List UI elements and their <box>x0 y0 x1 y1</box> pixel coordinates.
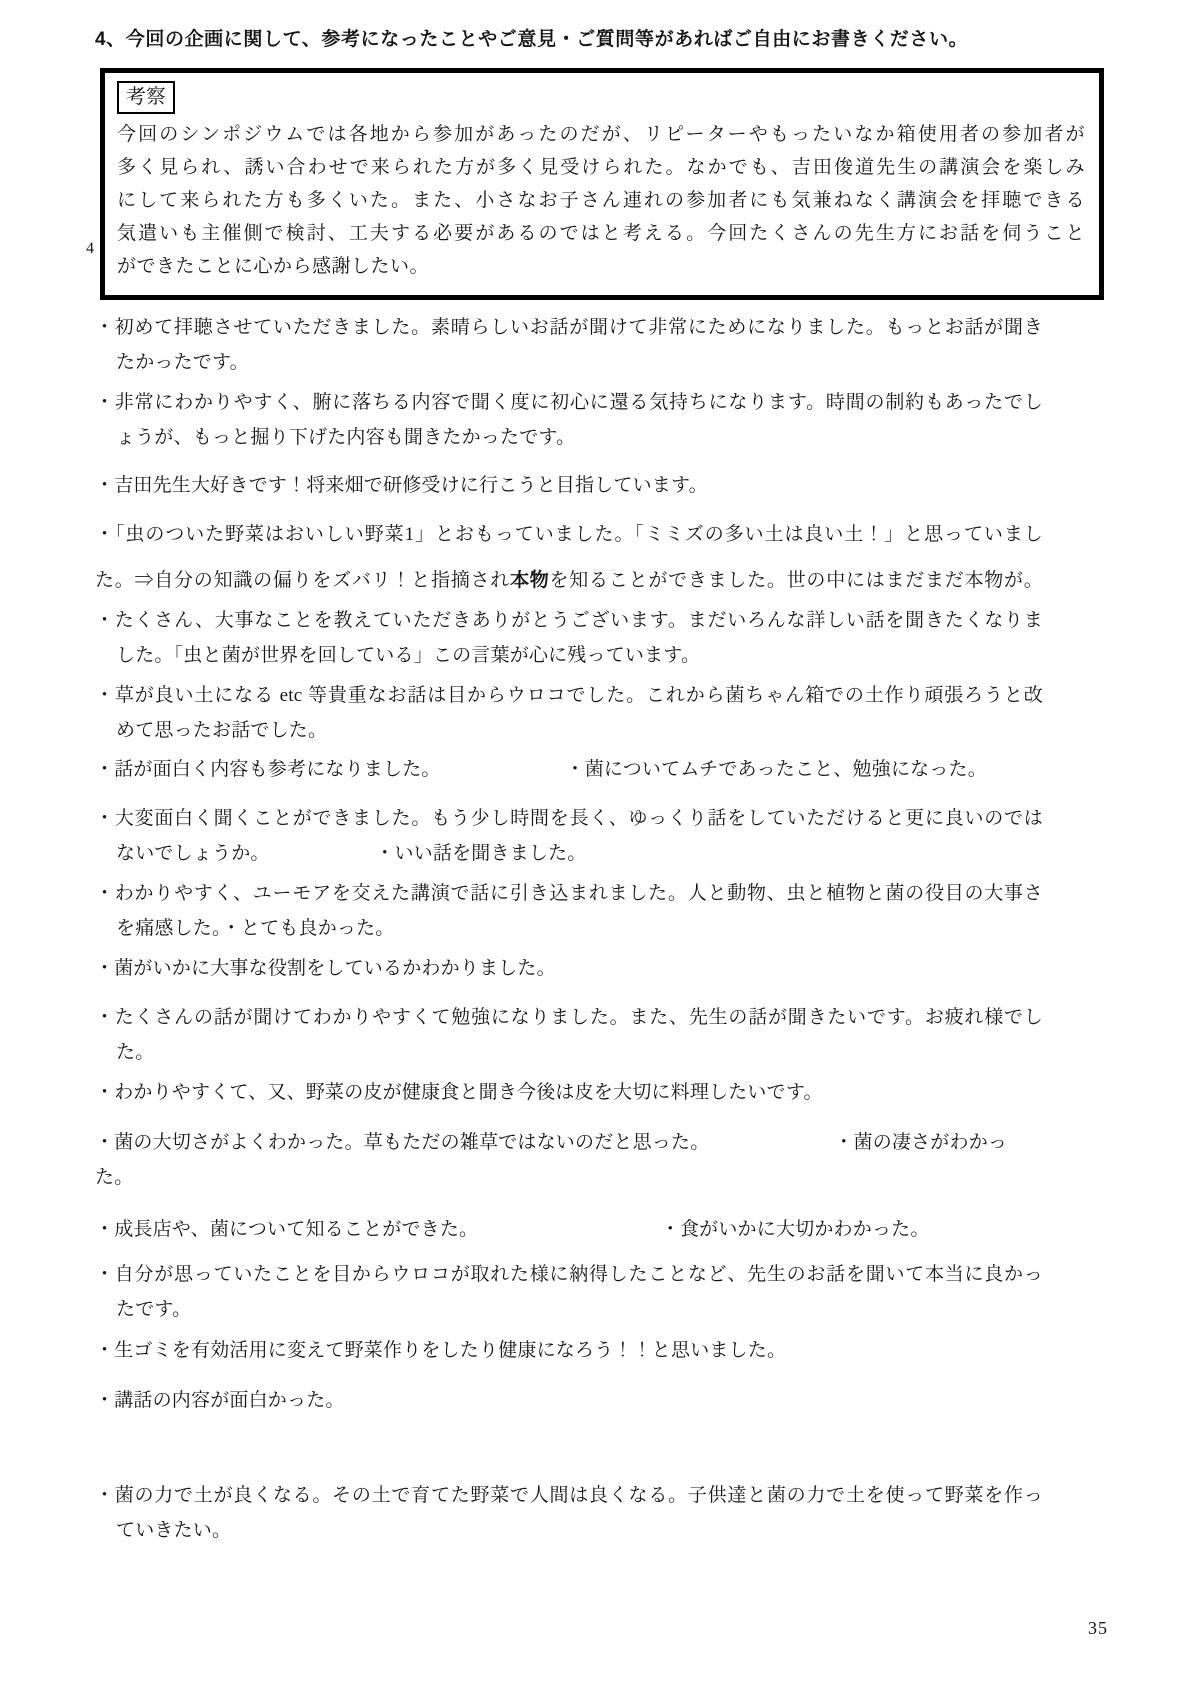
comment-line: ・自分が思っていたことを目からウロコが取れた様に納得したことなど、先生のお話を聞いて本当に良かっ <box>95 1264 1043 1285</box>
comment-line: ・吉田先生大好きです！将来畑で研修受けに行こうと目指しています。 <box>95 475 708 496</box>
comment-line: ・草が良い土になる etc 等貴重なお話は目からウロコでした。これから菌ちゃん箱での土作り頑張ろうと改 <box>95 685 1043 706</box>
comment-line: ないでしょうか。 ・いい話を聞きました。 <box>116 843 587 864</box>
comment-line: ・たくさんの話が聞けてわかりやすくて勉強になりました。また、先生の話が聞きたいです。お疲れ様でし <box>95 1007 1043 1028</box>
comment-line: ・初めて拝聴させていただきました。素晴らしいお話が聞けて非常にためになりました。もっとお話が聞き <box>95 317 1043 338</box>
obscured-text: 4 <box>86 240 94 257</box>
comment-item <box>95 310 1043 380</box>
comment-line: めて思ったお話でした。 <box>116 720 328 741</box>
question-heading: 4、今回の企画に関して、参考になったことやご意見・ご質問等があればご自由にお書きください。 <box>95 29 969 50</box>
comment-line: ・非常にわかりやすく、腑に落ちる内容で聞く度に初心に還る気持ちになります。時間の制約もあったでし <box>95 392 1043 413</box>
comment-line: た。 <box>116 1042 155 1063</box>
comment-item <box>95 801 1043 871</box>
comment-item <box>95 468 1043 503</box>
discussion-line: 今回のシンポジウムでは各地から参加があったのだが、リピーターやもったいなか箱使用者の参加者が <box>117 124 1085 145</box>
comment-line: ・講話の内容が面白かった。 <box>95 1390 345 1411</box>
comment-line: ・大変面白く聞くことができました。もう少し時間を長く、ゆっくり話をしていただけると更に良いのでは <box>95 808 1043 829</box>
comment-line: を痛感した。・とても良かった。 <box>116 918 395 939</box>
comment-line: ・菌の大切さがよくわかった。草もただの雑草ではないのだと思った。 ・菌の凄さがわかった。 <box>95 1132 1008 1188</box>
comment-text: た。⇒自分の知識の偏りをズバリ！と指摘され <box>95 570 510 591</box>
comment-text: を知ることができました。世の中にはまだまだ本物が。 <box>549 570 1044 591</box>
comment-line: ・「虫のついた野菜はおいしい野菜1」とおもっていました。「ミミズの多い土は良い土！」と思っていまし <box>95 524 1043 545</box>
comment-line: ていきたい。 <box>116 1520 232 1541</box>
comment-line: ・わかりやすくて、又、野菜の皮が健康食と聞き今後は皮を大切に料理したいです。 <box>95 1082 823 1103</box>
discussion-box-label: 考察 <box>117 81 175 114</box>
discussion-box <box>100 68 1104 300</box>
comment-item <box>95 1000 1043 1070</box>
discussion-line: 多く見られ、誘い合わせで来られた方が多く見受けられた。なかでも、吉田俊道先生の講演会を楽しみ <box>117 157 1085 178</box>
comment-item <box>95 385 1043 455</box>
comment-line: たかったです。 <box>116 352 249 373</box>
comment-text-bold: 本物 <box>510 570 550 591</box>
comment-item <box>95 1333 1043 1368</box>
comment-line: ・生ゴミを有効活用に変えて野菜作りをしたり健康になろう！！と思いました。 <box>95 1340 787 1361</box>
discussion-line: ができたことに心から感謝したい。 <box>117 256 430 277</box>
comment-line: ・成長店や、菌について知ることができた。 ・食がいかに大切かわかった。 <box>95 1219 930 1240</box>
comment-item <box>95 1125 1043 1195</box>
comment-line: ・わかりやすく、ユーモアを交えた講演で話に引き込まれました。人と動物、虫と植物と菌の役目の大事さ <box>95 883 1043 904</box>
comment-line: ・話が面白く内容も参考になりました。 ・菌についてムチであったこと、勉強になった。 <box>95 759 987 780</box>
comment-line: たです。 <box>116 1299 192 1320</box>
comment-item <box>95 563 1043 598</box>
comment-list <box>95 310 1043 1553</box>
comment-item <box>95 517 1043 552</box>
comment-item <box>95 876 1043 946</box>
comment-line: ・たくさん、大事なことを教えていただきありがとうございます。まだいろんな詳しい話を聞きたくなりま <box>95 610 1043 631</box>
comment-item <box>95 1257 1043 1327</box>
comment-line: ・菌がいかに大事な役割をしているかわかりました。 <box>95 958 556 979</box>
comment-item <box>95 951 1043 986</box>
comment-line: した。「虫と菌が世界を回している」この言葉が心に残っています。 <box>116 645 701 666</box>
comment-line: ょうが、もっと掘り下げた内容も聞きたかったです。 <box>116 427 576 448</box>
comment-item <box>95 752 1043 787</box>
comment-line: ・菌の力で土が良くなる。その土で育てた野菜で人間は良くなる。子供達と菌の力で土を使って野菜を作っ <box>95 1485 1043 1506</box>
discussion-line: にして来られた方も多くいた。また、小さなお子さん連れの参加者にも気兼ねなく講演会を拝聴できる <box>117 190 1085 211</box>
comment-item <box>95 603 1043 673</box>
comment-item <box>95 1478 1043 1548</box>
page-number: 35 <box>1088 1618 1108 1638</box>
comment-item <box>95 1383 1043 1418</box>
comment-line <box>95 563 1043 598</box>
comment-item <box>95 678 1043 748</box>
comment-item <box>95 1075 1043 1110</box>
comment-item <box>95 1212 1043 1247</box>
discussion-line: 気遣いも主催側で検討、工夫する必要があるのではと考える。今回たくさんの先生方にお話を伺うこと <box>117 223 1085 244</box>
